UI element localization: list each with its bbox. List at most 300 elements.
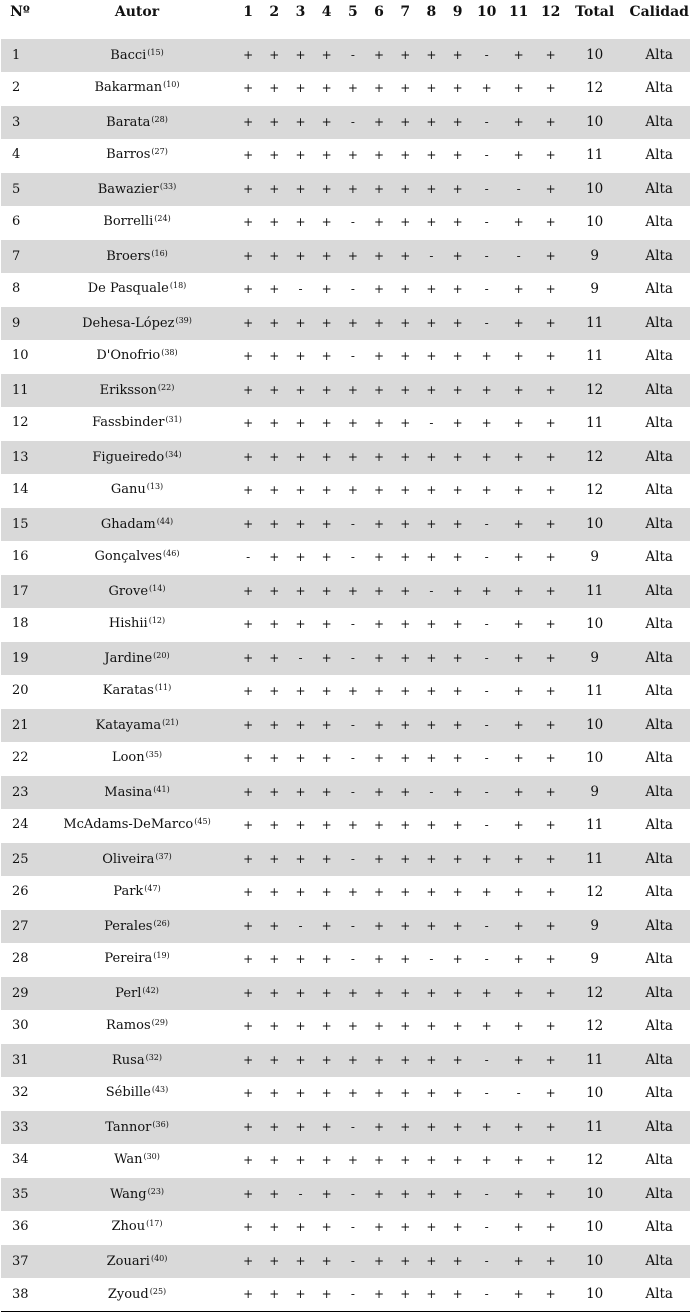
criterion-8-mark: + [418, 641, 444, 675]
criterion-6-mark: + [374, 817, 385, 832]
criterion-4-mark: + [321, 147, 332, 162]
criterion-4-mark: + [314, 440, 340, 474]
criterion-3-mark: + [295, 482, 306, 497]
criterion-8-mark: + [418, 909, 444, 943]
quality-rating: Alta [623, 574, 690, 608]
author-name: D'Onofrio [96, 348, 161, 364]
criterion-5-mark: - [340, 1177, 366, 1211]
author-cell [39, 206, 235, 240]
criterion-9-mark: + [452, 147, 463, 162]
criterion-4-mark: + [314, 842, 340, 876]
criterion-7-mark: + [392, 373, 418, 407]
criterion-1-mark: + [243, 1018, 254, 1033]
criterion-1-mark: + [243, 80, 254, 95]
row-number: 26 [12, 884, 29, 900]
author-cell [39, 608, 235, 642]
quality-rating: Alta [645, 213, 673, 230]
criterion-8-mark: + [426, 482, 437, 497]
criterion-8-mark: + [418, 1278, 444, 1312]
total-score: 9 [567, 909, 623, 943]
author-reference: (21) [162, 717, 179, 727]
total-score: 11 [567, 1043, 623, 1077]
author-cell [39, 943, 235, 977]
criterion-3-mark: + [287, 1278, 313, 1312]
criterion-10-mark: - [471, 172, 503, 206]
criterion-9-mark: + [445, 1110, 471, 1144]
quality-rating: Alta [623, 373, 690, 407]
criterion-1-mark: + [235, 641, 261, 675]
criterion-10-mark: - [484, 951, 489, 966]
row-number: 33 [1, 1110, 39, 1144]
author-cell [39, 474, 235, 508]
author-name: Wan [114, 1152, 143, 1168]
row-number: 19 [1, 641, 39, 675]
criterion-4-mark: + [314, 1110, 340, 1144]
criterion-1-mark: + [243, 951, 254, 966]
criterion-8-mark: + [426, 348, 437, 363]
criterion-10-mark: - [484, 616, 489, 631]
criterion-7-mark: + [392, 105, 418, 139]
criterion-4-mark: + [321, 281, 332, 296]
row-number: 7 [1, 239, 39, 273]
criterion-8-mark: + [426, 884, 437, 899]
criterion-12-mark: + [545, 1152, 556, 1167]
criterion-7-mark: + [400, 147, 411, 162]
criterion-10-mark: - [471, 507, 503, 541]
criterion-1-mark: + [243, 415, 254, 430]
criterion-7-mark: + [392, 507, 418, 541]
criterion-2-mark: + [269, 214, 280, 229]
criterion-2-mark: + [261, 105, 287, 139]
criterion-7-mark: + [392, 1177, 418, 1211]
criterion-4-mark: + [321, 817, 332, 832]
row-number: 6 [12, 214, 21, 230]
total-score: 12 [586, 481, 604, 498]
criterion-10-mark: - [471, 239, 503, 273]
criterion-9-mark: + [445, 976, 471, 1010]
criterion-12-mark: + [535, 239, 567, 273]
criterion-1-mark: + [235, 440, 261, 474]
criterion-11-mark: + [513, 214, 524, 229]
criterion-11-mark: + [503, 105, 535, 139]
criterion-1-mark: + [235, 507, 261, 541]
author-reference: (33) [159, 181, 177, 191]
criterion-5-mark: + [340, 976, 366, 1010]
criterion-7-mark: + [400, 1085, 411, 1100]
criterion-2-mark: + [269, 80, 280, 95]
criterion-10-mark: - [484, 1085, 489, 1100]
header-criterion-10: 10 [471, 0, 503, 38]
quality-rating: Alta [645, 414, 673, 431]
criterion-4-mark: + [321, 214, 332, 229]
criterion-4-mark: + [314, 373, 340, 407]
criterion-9-mark: + [452, 616, 463, 631]
criterion-3-mark: + [295, 817, 306, 832]
table-row [1, 340, 690, 374]
author-name: Hishii [108, 616, 148, 632]
total-score: 10 [586, 1218, 604, 1235]
row-number: 5 [1, 172, 39, 206]
row-number: 38 [1, 1278, 39, 1312]
criterion-1-mark: + [235, 1278, 261, 1312]
author-cell [39, 373, 235, 407]
quality-rating: Alta [645, 280, 673, 297]
table-row [1, 1244, 690, 1278]
criterion-9-mark: + [445, 842, 471, 876]
author-name: Jardine [104, 650, 153, 666]
header-criterion-4: 4 [314, 0, 340, 38]
criterion-4-mark: + [321, 951, 332, 966]
total-score: 10 [567, 38, 623, 72]
criterion-1-mark: + [235, 1043, 261, 1077]
criterion-6-mark: + [366, 775, 392, 809]
criterion-4-mark: + [321, 683, 332, 698]
criterion-12-mark: + [535, 976, 567, 1010]
author-name: Loon [111, 750, 145, 766]
table-row [1, 206, 690, 240]
criterion-6-mark: + [374, 1152, 385, 1167]
criterion-11-mark: + [503, 708, 535, 742]
criterion-8-mark: + [426, 214, 437, 229]
criterion-5-mark: - [340, 1278, 366, 1312]
criterion-6-mark: + [374, 281, 385, 296]
author-name: Wang [109, 1186, 147, 1202]
criterion-2-mark: + [261, 172, 287, 206]
table-row [1, 474, 690, 508]
criterion-12-mark: + [545, 281, 556, 296]
criterion-11-mark: + [503, 842, 535, 876]
author-reference: (29) [151, 1018, 169, 1028]
quality-rating: Alta [623, 440, 690, 474]
criterion-1-mark: + [235, 306, 261, 340]
criterion-5-mark: + [347, 683, 358, 698]
criterion-11-mark: + [513, 884, 524, 899]
criterion-7-mark: + [392, 1244, 418, 1278]
criterion-10-mark: - [471, 909, 503, 943]
criterion-12-mark: + [535, 1177, 567, 1211]
criterion-10-mark: - [471, 1177, 503, 1211]
author-name: Dehesa-López [82, 315, 175, 331]
criterion-12-mark: + [535, 708, 567, 742]
criterion-9-mark: + [445, 440, 471, 474]
criterion-8-mark: + [418, 507, 444, 541]
criterion-1-mark: + [235, 976, 261, 1010]
criterion-4-mark: + [321, 1018, 332, 1033]
criterion-1-mark: + [235, 1177, 261, 1211]
criterion-5-mark: - [350, 281, 355, 296]
author-name: Masina [104, 784, 153, 800]
criterion-6-mark: + [366, 373, 392, 407]
criterion-3-mark: - [298, 281, 303, 296]
criterion-4-mark: + [321, 884, 332, 899]
criterion-4-mark: + [314, 775, 340, 809]
criterion-6-mark: + [374, 549, 385, 564]
quality-rating: Alta [645, 146, 673, 163]
criterion-8-mark: - [418, 574, 444, 608]
criterion-7-mark: + [392, 574, 418, 608]
table-row [1, 742, 690, 776]
author-name: Ganu [110, 482, 146, 498]
total-score: 10 [586, 749, 604, 766]
criterion-3-mark: + [287, 1110, 313, 1144]
criterion-12-mark: + [535, 1110, 567, 1144]
author-name: Karatas [102, 683, 154, 699]
criterion-6-mark: + [374, 1219, 385, 1234]
criterion-5-mark: - [340, 38, 366, 72]
row-number: 14 [12, 482, 29, 498]
criterion-4-mark: + [314, 105, 340, 139]
criterion-3-mark: + [295, 750, 306, 765]
author-cell [39, 742, 235, 776]
criterion-5-mark: + [340, 373, 366, 407]
author-cell [39, 641, 235, 675]
criterion-3-mark: + [287, 373, 313, 407]
table-row [1, 507, 690, 541]
criterion-10-mark: + [471, 976, 503, 1010]
criterion-11-mark: + [513, 683, 524, 698]
row-number: 8 [12, 281, 21, 297]
author-cell [39, 139, 235, 173]
criterion-10-mark: + [481, 348, 492, 363]
criterion-9-mark: + [452, 951, 463, 966]
author-cell [39, 407, 235, 441]
criterion-3-mark: - [287, 1177, 313, 1211]
criterion-3-mark: + [295, 415, 306, 430]
criterion-6-mark: + [374, 951, 385, 966]
author-name: Tannor [105, 1119, 152, 1135]
criterion-4-mark: + [314, 172, 340, 206]
criterion-5-mark: - [350, 616, 355, 631]
criterion-7-mark: + [400, 817, 411, 832]
criterion-10-mark: - [484, 549, 489, 564]
criterion-8-mark: + [418, 373, 444, 407]
criterion-1-mark: + [243, 817, 254, 832]
author-reference: (38) [161, 348, 178, 358]
criterion-4-mark: + [314, 1177, 340, 1211]
total-score: 12 [586, 883, 604, 900]
criterion-5-mark: - [350, 1219, 355, 1234]
criterion-8-mark: + [426, 80, 437, 95]
author-name: Barros [106, 147, 151, 163]
criterion-8-mark: + [418, 306, 444, 340]
criterion-9-mark: + [452, 549, 463, 564]
total-score: 9 [590, 280, 599, 297]
criterion-8-mark: + [426, 616, 437, 631]
criterion-6-mark: + [366, 1278, 392, 1312]
criterion-5-mark: + [347, 817, 358, 832]
criterion-3-mark: + [287, 1043, 313, 1077]
total-score: 10 [586, 213, 604, 230]
total-score: 12 [567, 976, 623, 1010]
criterion-5-mark: + [347, 884, 358, 899]
criterion-2-mark: + [269, 817, 280, 832]
total-score: 11 [586, 146, 604, 163]
criterion-5-mark: + [347, 1018, 358, 1033]
criterion-2-mark: + [261, 507, 287, 541]
criterion-12-mark: + [545, 415, 556, 430]
criterion-12-mark: + [545, 1219, 556, 1234]
criterion-3-mark: + [287, 440, 313, 474]
criterion-8-mark: + [426, 281, 437, 296]
quality-rating: Alta [645, 548, 673, 565]
author-reference: (42) [142, 985, 159, 995]
criterion-11-mark: + [503, 1043, 535, 1077]
criterion-5-mark: - [340, 507, 366, 541]
author-cell [39, 541, 235, 575]
header-quality: Calidad [623, 0, 690, 38]
criterion-9-mark: + [445, 172, 471, 206]
author-name: Bawazier [97, 181, 159, 197]
criterion-12-mark: + [545, 147, 556, 162]
row-number: 31 [1, 1043, 39, 1077]
criterion-7-mark: + [400, 1018, 411, 1033]
criterion-6-mark: + [374, 683, 385, 698]
criterion-7-mark: + [400, 616, 411, 631]
criterion-8-mark: + [418, 842, 444, 876]
criterion-10-mark: - [484, 214, 489, 229]
total-score: 11 [567, 574, 623, 608]
row-number: 29 [1, 976, 39, 1010]
author-reference: (18) [169, 281, 187, 291]
author-reference: (10) [163, 80, 180, 90]
quality-rating: Alta [623, 1043, 690, 1077]
criterion-11-mark: + [513, 80, 524, 95]
criterion-1-mark: + [243, 683, 254, 698]
criterion-4-mark: + [314, 38, 340, 72]
criterion-4-mark: + [314, 239, 340, 273]
criterion-1-mark: + [235, 38, 261, 72]
criterion-3-mark: + [287, 306, 313, 340]
criterion-2-mark: + [269, 616, 280, 631]
author-name: Grove [108, 583, 149, 599]
criterion-10-mark: - [471, 1043, 503, 1077]
criterion-2-mark: + [261, 239, 287, 273]
quality-rating: Alta [645, 1017, 673, 1034]
criterion-2-mark: + [269, 549, 280, 564]
criterion-11-mark: - [516, 1085, 521, 1100]
total-score: 9 [567, 775, 623, 809]
row-number: 36 [12, 1219, 29, 1235]
criterion-9-mark: + [445, 1177, 471, 1211]
criterion-9-mark: + [445, 708, 471, 742]
header-no: Nº [1, 0, 39, 38]
criterion-5-mark: - [340, 1110, 366, 1144]
criterion-9-mark: + [445, 909, 471, 943]
criterion-5-mark: - [350, 348, 355, 363]
quality-rating: Alta [645, 682, 673, 699]
criterion-1-mark: + [235, 909, 261, 943]
criterion-8-mark: + [418, 976, 444, 1010]
table-row [1, 574, 690, 608]
quality-assessment-table [1, 0, 690, 1312]
criterion-2-mark: + [269, 1219, 280, 1234]
criterion-11-mark: + [513, 616, 524, 631]
criterion-7-mark: + [392, 1278, 418, 1312]
total-score: 10 [567, 507, 623, 541]
author-name: De Pasquale [87, 281, 169, 297]
table-row [1, 1077, 690, 1111]
criterion-11-mark: + [513, 281, 524, 296]
table-row [1, 1043, 690, 1077]
criterion-4-mark: + [321, 415, 332, 430]
author-cell [39, 440, 235, 474]
criterion-7-mark: + [400, 683, 411, 698]
criterion-1-mark: + [243, 147, 254, 162]
criterion-9-mark: + [445, 1043, 471, 1077]
criterion-12-mark: + [535, 1278, 567, 1312]
total-score: 12 [567, 440, 623, 474]
author-name: Pereira [104, 951, 153, 967]
row-number: 11 [1, 373, 39, 407]
criterion-5-mark: + [340, 574, 366, 608]
criterion-12-mark: + [535, 842, 567, 876]
criterion-9-mark: + [452, 348, 463, 363]
criterion-4-mark: + [321, 482, 332, 497]
header-criterion-3: 3 [287, 0, 313, 38]
table-row [1, 239, 690, 273]
author-cell [39, 809, 235, 843]
criterion-6-mark: + [366, 976, 392, 1010]
criterion-9-mark: + [452, 683, 463, 698]
author-name: Rusa [111, 1052, 145, 1068]
criterion-1-mark: + [235, 775, 261, 809]
criterion-3-mark: + [287, 574, 313, 608]
criterion-6-mark: + [366, 1110, 392, 1144]
total-score: 10 [567, 105, 623, 139]
criterion-11-mark: + [503, 306, 535, 340]
table-body [1, 38, 690, 1311]
row-number: 9 [1, 306, 39, 340]
criterion-4-mark: + [321, 1219, 332, 1234]
author-reference: (26) [153, 918, 170, 928]
criterion-12-mark: + [535, 1043, 567, 1077]
criterion-8-mark: + [426, 1018, 437, 1033]
criterion-7-mark: + [392, 1110, 418, 1144]
total-score: 10 [586, 1084, 604, 1101]
criterion-1-mark: + [243, 884, 254, 899]
author-cell [39, 1177, 235, 1211]
criterion-3-mark: - [287, 641, 313, 675]
criterion-8-mark: - [418, 239, 444, 273]
criterion-6-mark: + [374, 1018, 385, 1033]
criterion-8-mark: + [418, 1110, 444, 1144]
criterion-7-mark: + [400, 884, 411, 899]
criterion-2-mark: + [261, 1043, 287, 1077]
criterion-10-mark: + [481, 415, 492, 430]
criterion-10-mark: - [471, 708, 503, 742]
criterion-9-mark: + [452, 214, 463, 229]
total-score: 12 [586, 1151, 604, 1168]
criterion-4-mark: + [314, 1244, 340, 1278]
criterion-1-mark: + [243, 1085, 254, 1100]
criterion-1-mark: - [246, 549, 251, 564]
author-reference: (24) [154, 214, 171, 224]
author-name: Figueiredo [92, 449, 165, 465]
criterion-10-mark: - [471, 641, 503, 675]
author-reference: (36) [152, 1119, 169, 1129]
criterion-8-mark: + [426, 683, 437, 698]
criterion-4-mark: + [321, 549, 332, 564]
quality-rating: Alta [623, 775, 690, 809]
criterion-3-mark: + [295, 214, 306, 229]
author-reference: (25) [149, 1286, 167, 1296]
criterion-6-mark: + [374, 1085, 385, 1100]
criterion-11-mark: + [503, 976, 535, 1010]
criterion-10-mark: - [484, 281, 489, 296]
criterion-8-mark: + [426, 750, 437, 765]
criterion-12-mark: + [545, 951, 556, 966]
criterion-1-mark: + [235, 105, 261, 139]
